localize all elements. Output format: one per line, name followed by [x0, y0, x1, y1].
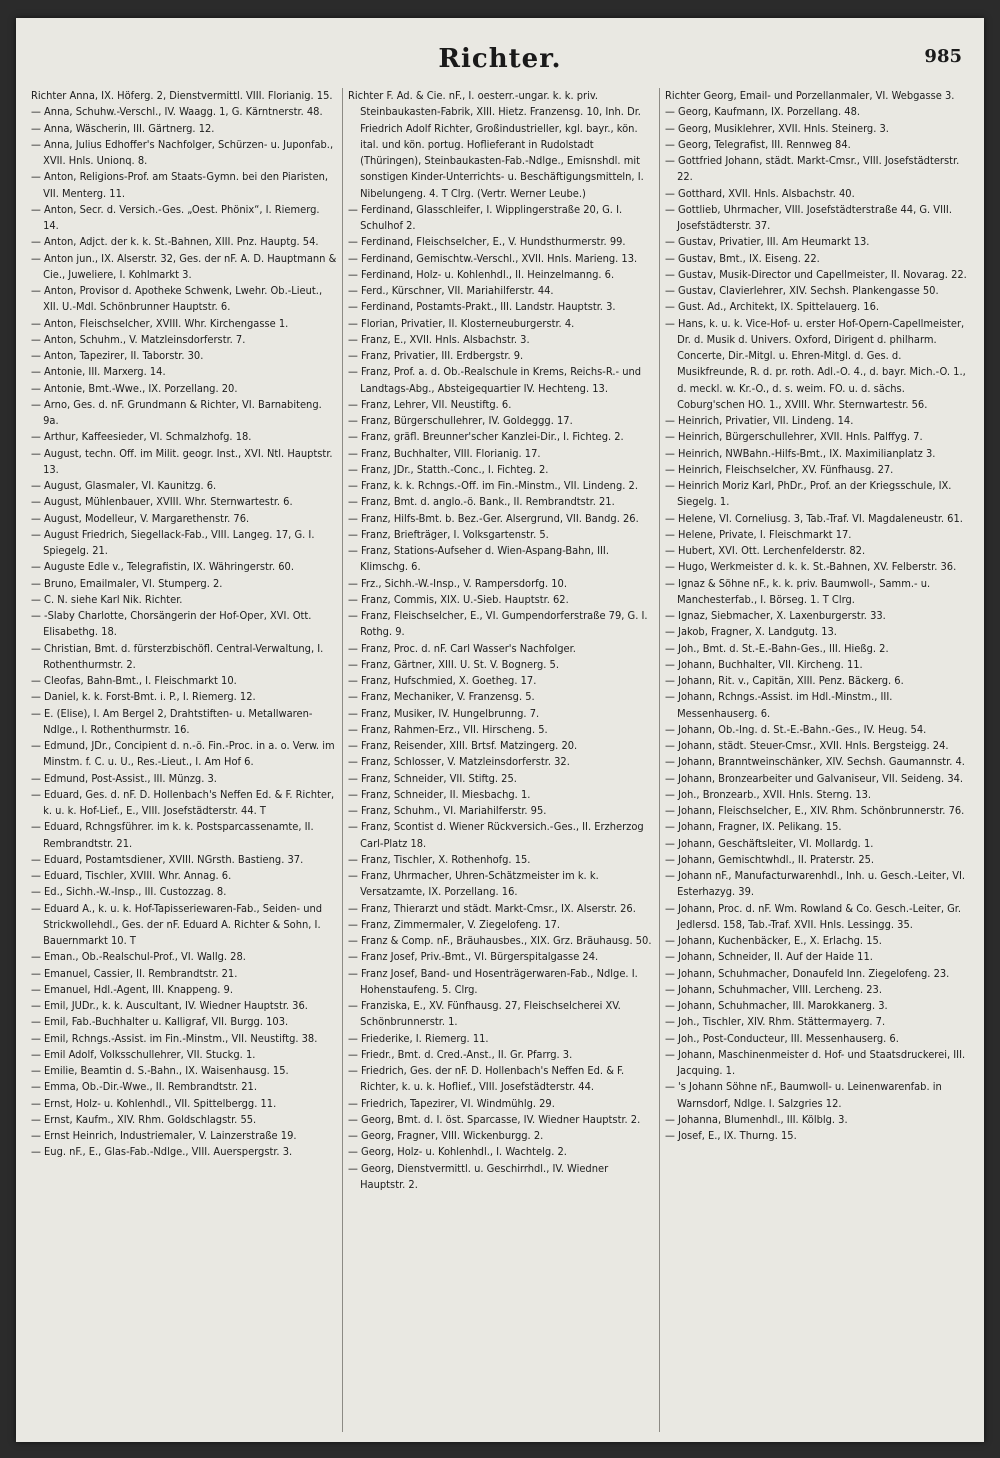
- directory-entry: — Ernst Heinrich, Industriemaler, V. Lainzerstraße 19.: [31, 1129, 297, 1142]
- directory-entry: — Johann, Rit. v., Capitän, XIII. Penz. Bäckerg. 6.: [665, 674, 904, 687]
- directory-entry: — Franz, Zimmermaler, V. Ziegelofeng. 17.: [348, 917, 561, 931]
- directory-entry: — Heinrich, Privatier, VII. Lindeng. 14.: [665, 414, 854, 427]
- directory-entry: — Eduard, Postamtsdiener, XVIII. NGrsth. Bastieng. 37.: [31, 852, 304, 866]
- directory-entry: — Ferdinand, Glasschleifer, I. Wipplingerstraße 20, G. I. Schulhof 2.: [348, 202, 623, 232]
- directory-entry: — Franz, gräfl. Breunner'scher Kanzlei-Dir., I. Fichteg. 2.: [348, 430, 624, 444]
- directory-entry: — Josef, E., IX. Thurng. 15.: [665, 1129, 797, 1142]
- directory-entry: — Friedr., Bmt. d. Cred.-Anst., II. Gr. Pfarrg. 3.: [348, 1047, 573, 1061]
- directory-entry: — Johann, Geschäftsleiter, VI. Mollardg. 1.: [665, 836, 874, 850]
- directory-entry: — Johann, Fragner, IX. Pelikang. 15.: [665, 820, 842, 834]
- directory-entry: — Gustav, Musik-Director und Capellmeister, II. Novarag. 22.: [665, 267, 967, 281]
- directory-entry: — Ed., Sichh.-W.-Insp., III. Custozzag. 8.: [31, 885, 227, 899]
- directory-entry: — August, Glasmaler, VI. Kaunitzg. 6.: [31, 479, 217, 492]
- directory-entry: — Ignaz & Söhne nF., k. k. priv. Baumwoll-, Samm.- u. Manchesterfab., I. Börseg. 1. T Clrg.: [665, 576, 931, 606]
- directory-entry: — Emil, Fab.-Buchhalter u. Kalligraf, VII. Burgg. 103.: [31, 1015, 289, 1029]
- directory-entry: — Ferdinand, Holz- u. Kohlenhdl., II. Heinzelmanng. 6.: [348, 267, 615, 281]
- directory-entry: — Johann, städt. Steuer-Cmsr., XVII. Hnls. Bergsteigg. 24.: [665, 739, 949, 752]
- column-2: [342, 88, 659, 1432]
- directory-entry: — Johann, Bronzearbeiter und Galvaniseur, VII. Seideng. 34.: [665, 771, 964, 785]
- directory-entry: — Anton, Fleischselcher, XVIII. Whr. Kirchengasse 1.: [31, 316, 289, 330]
- directory-entry: — Franz, Privatier, III. Erdbergstr. 9.: [348, 349, 524, 362]
- directory-entry: — Gustav, Privatier, III. Am Heumarkt 13.: [665, 235, 870, 249]
- directory-entry: — Eug. nF., E., Glas-Fab.-Ndlge., VIII. Auerspergstr. 3.: [31, 1145, 293, 1159]
- directory-entry: — Franz, Prof. a. d. Ob.-Realschule in Krems, Reichs-R.- und Landtags-Abg., Absteigequartier IV. Hechteng. 13.: [348, 365, 642, 395]
- directory-entry: — Joh., Tischler, XIV. Rhm. Stättermayerg. 7.: [665, 1015, 886, 1029]
- directory-entry: — Franz, Proc. d. nF. Carl Wasser's Nachfolger.: [348, 641, 576, 655]
- directory-entry: — Johann nF., Manufacturwarenhdl., Inh. u. Gesch.-Leiter, VI. Esterhazyg. 39.: [665, 869, 966, 899]
- directory-entry: — Franz, Thierarzt und städt. Markt-Cmsr., IX. Alserstr. 26.: [348, 901, 636, 915]
- directory-entry: — Emil, JUDr., k. k. Auscultant, IV. Wiedner Hauptstr. 36.: [31, 999, 308, 1012]
- directory-entry: — Arno, Ges. d. nF. Grundmann & Richter, VI. Barnabiteng. 9a.: [31, 397, 322, 427]
- directory-entry: — Franz, Schlosser, V. Matzleinsdorferstr. 32.: [348, 755, 570, 769]
- directory-entry: — Franz, Musiker, IV. Hungelbrunng. 7.: [348, 706, 540, 720]
- directory-entry: — Eduard, Tischler, XVIII. Whr. Annag. 6.: [31, 869, 232, 882]
- directory-entry: — Georg, Musiklehrer, XVII. Hnls. Steinerg. 3.: [665, 121, 889, 135]
- directory-entry: — Johann, Kuchenbäcker, E., X. Erlachg. 15.: [665, 934, 882, 947]
- directory-entry: — Gustav, Bmt., IX. Eiseng. 22.: [665, 251, 820, 265]
- directory-entry: — Heinrich, NWBahn.-Hilfs-Bmt., IX. Maximilianplatz 3.: [665, 446, 936, 460]
- directory-entry: — Emanuel, Hdl.-Agent, III. Knappeng. 9.: [31, 982, 233, 996]
- directory-entry: — Franz & Comp. nF., Bräuhausbes., XIX. Grz. Bräuhausg. 50.: [348, 934, 652, 947]
- directory-entry: — Franz, Hufschmied, X. Goetheg. 17.: [348, 674, 537, 687]
- directory-entry: — Johann, Schuhmacher, III. Marokkanerg. 3.: [665, 999, 888, 1012]
- directory-entry: — -Slaby Charlotte, Chorsängerin der Hof-Oper, XVI. Ott. Elisabethg. 18.: [31, 609, 312, 639]
- directory-entry: — Helene, Private, I. Fleischmarkt 17.: [665, 527, 852, 541]
- directory-entry: — Arthur, Kaffeesieder, VI. Schmalzhofg. 18.: [31, 430, 252, 444]
- directory-entry: — Gust. Ad., Architekt, IX. Spittelauerg. 16.: [665, 300, 880, 314]
- directory-entry: — Franz, Rahmen-Erz., VII. Hirscheng. 5.: [348, 722, 548, 736]
- directory-entry: — Georg, Fragner, VIII. Wickenburgg. 2.: [348, 1129, 544, 1142]
- directory-entry: — Gotthard, XVII. Hnls. Alsbachstr. 40.: [665, 186, 855, 200]
- directory-entry: Richter Georg, Email- und Porzellanmaler, VI. Webgasse 3.: [665, 89, 955, 102]
- directory-entry: — Johann, Fleischselcher, E., XIV. Rhm. Schönbrunnerstr. 76.: [665, 804, 965, 817]
- directory-entry: — Franz, Tischler, X. Rothenhofg. 15.: [348, 852, 531, 866]
- directory-entry: — Anton jun., IX. Alserstr. 32, Ges. der nF. A. D. Hauptmann & Cie., Juweliere, I. Kohlmarkt 3.: [31, 251, 337, 281]
- directory-entry: — Anton, Secr. d. Versich.-Ges. „Oest. Phönix“, I. Riemerg. 14.: [31, 202, 320, 232]
- directory-entry: — Hans, k. u. k. Vice-Hof- u. erster Hof-Opern-Capellmeister, Dr. d. Musik d. Univers. Oxford, Dirigent d. philharm. Concerte, Dir.-Mitgl. u. Ehren-Mitgl. d. Ges. d. Musikfreunde, R. d. pr. roth. Adl.-O. 4., d. bayr. Mich.-O. 1., d. meckl. w. Kr.-O., d. s. weim. FO. u. d. sächs. Coburg'schen HO. 1., XVIII. Whr. Sternwartestr. 56.: [665, 316, 966, 411]
- directory-entry: — Johann, Gemischtwhdl., II. Praterstr. 25.: [665, 852, 875, 866]
- directory-entry: — Frz., Sichh.-W.-Insp., V. Rampersdorfg. 10.: [348, 576, 567, 590]
- directory-entry: — Gottlieb, Uhrmacher, VIII. Josefstädterstraße 44, G. VIII. Josefstädterstr. 37.: [665, 202, 952, 232]
- directory-entry: — Ernst, Kaufm., XIV. Rhm. Goldschlagstr. 55.: [31, 1112, 257, 1126]
- directory-page: [16, 18, 984, 1442]
- directory-entry: — Auguste Edle v., Telegrafistin, IX. Währingerstr. 60.: [31, 560, 294, 574]
- directory-entry: — Johann, Schuhmacher, Donaufeld Inn. Ziegelofeng. 23.: [665, 966, 950, 980]
- directory-entry: — Emil, Rchngs.-Assist. im Fin.-Minstm., VII. Neustiftg. 38.: [31, 1031, 318, 1045]
- directory-entry: — Hubert, XVI. Ott. Lerchenfelderstr. 82.: [665, 544, 866, 557]
- directory-entry: — Anna, Wäscherin, III. Gärtnerg. 12.: [31, 121, 215, 135]
- directory-entry: — Edmund, JDr., Concipient d. n.-ö. Fin.-Proc. in a. o. Verw. im Minstm. f. C. u. U., Res.-Lieut., I. Am Hof 6.: [31, 739, 335, 769]
- directory-entry: — Antonie, III. Marxerg. 14.: [31, 365, 166, 379]
- directory-entry: — Daniel, k. k. Forst-Bmt. i. P., I. Riemerg. 12.: [31, 690, 256, 704]
- directory-entry: — Franz, Fleischselcher, E., VI. Gumpendorferstraße 79, G. I. Rothg. 9.: [348, 609, 648, 639]
- directory-entry: — Florian, Privatier, II. Klosterneuburgerstr. 4.: [348, 316, 575, 330]
- directory-entry: — Anna, Schuhw.-Verschl., IV. Waagg. 1, G. Kärntnerstr. 48.: [31, 105, 323, 119]
- directory-entry: — Joh., Bmt. d. St.-E.-Bahn-Ges., III. Hießg. 2.: [665, 641, 889, 655]
- directory-entry: — Christian, Bmt. d. fürsterzbischöfl. Central-Verwaltung, I. Rothenthurmstr. 2.: [31, 641, 324, 671]
- directory-entry: — August, Mühlenbauer, XVIII. Whr. Sternwartestr. 6.: [31, 495, 293, 509]
- directory-entry: — Gustav, Clavierlehrer, XIV. Sechsh. Plankengasse 50.: [665, 284, 939, 297]
- directory-entry: — E. (Elise), I. Am Bergel 2, Drahtstiften- u. Metallwaren-Ndlge., I. Rothenthurmstr. 16.: [31, 706, 313, 736]
- directory-entry: — Ferdinand, Postamts-Prakt., III. Landstr. Hauptstr. 3.: [348, 300, 616, 314]
- directory-entry: — Jakob, Fragner, X. Landgutg. 13.: [665, 625, 837, 639]
- page-heading: Richter.: [438, 44, 562, 74]
- directory-entry: — Ernst, Holz- u. Kohlenhdl., VII. Spittelbergg. 11.: [31, 1096, 277, 1110]
- directory-entry: Richter Anna, IX. Höferg. 2, Dienstvermittl. VIII. Florianig. 15.: [31, 89, 333, 102]
- directory-entry: — Eduard, Rchngsführer. im k. k. Postsparcassenamte, II. Rembrandtstr. 21.: [31, 820, 314, 850]
- directory-entry: — Franz Josef, Priv.-Bmt., VI. Bürgerspitalgasse 24.: [348, 950, 599, 964]
- directory-entry: — Anton, Religions-Prof. am Staats-Gymn. bei den Piaristen, VII. Menterg. 11.: [31, 170, 329, 200]
- directory-entry: — Johann, Branntweinschänker, XIV. Sechsh. Gaumannstr. 4.: [665, 755, 965, 769]
- directory-entry: — Johann, Maschinenmeister d. Hof- und Staatsdruckerei, III. Jacquing. 1.: [665, 1047, 966, 1077]
- directory-entry: — Franz, Schneider, VII. Stiftg. 25.: [348, 771, 517, 785]
- directory-entry: — August, techn. Off. im Milit. geogr. Inst., XVI. Ntl. Hauptstr. 13.: [31, 446, 333, 476]
- directory-entry: — Johann, Buchhalter, VII. Kircheng. 11.: [665, 657, 863, 671]
- directory-entry: — Franz, Hilfs-Bmt. b. Bez.-Ger. Alsergrund, VII. Bandg. 26.: [348, 511, 639, 525]
- directory-entry: — Franz, Lehrer, VII. Neustiftg. 6.: [348, 397, 512, 411]
- directory-entry: — Anton, Schuhm., V. Matzleinsdorferstr. 7.: [31, 332, 246, 346]
- directory-entry: — Eduard, Ges. d. nF. D. Hollenbach's Neffen Ed. & F. Richter, k. u. k. Hof-Lief., E., VIII. Josefstädterstr. 44. T: [31, 787, 335, 817]
- directory-entry: — Anton, Provisor d. Apotheke Schwenk, Lwehr. Ob.-Lieut., XII. U.-Mdl. Schönbrunner Hauptstr. 6.: [31, 284, 323, 314]
- directory-entry: — Georg, Kaufmann, IX. Porzellang. 48.: [665, 105, 861, 119]
- directory-entry: — Heinrich Moriz Karl, PhDr., Prof. an der Kriegsschule, IX. Siegelg. 1.: [665, 479, 952, 509]
- directory-entry: — Cleofas, Bahn-Bmt., I. Fleischmarkt 10.: [31, 674, 237, 687]
- directory-entry: — Johann, Rchngs.-Assist. im Hdl.-Minstm., III. Messenhauserg. 6.: [665, 690, 893, 720]
- directory-entry: — Georg, Bmt. d. I. öst. Sparcasse, IV. Wiedner Hauptstr. 2.: [348, 1112, 641, 1126]
- directory-entry: — Ignaz, Siebmacher, X. Laxenburgerstr. 33.: [665, 609, 886, 622]
- directory-entry: Richter F. Ad. & Cie. nF., I. oesterr.-ungar. k. k. priv. Steinbaukasten-Fabrik, XIII. Hietz. Franzensg. 10, Inh. Dr. Friedrich Adolf Richter, Großindustrieller, kgl. bayr., kön. ital. und kön. portug. Hoflieferant in Rudolstadt (Thüringen), Steinbaukasten-Fab.-Ndlge., Emisnshdl. mit sonstigen Kinder-Unterrichts- u. Beschäftigungsmitteln, I. Nibelungeng. 4. T Clrg. (Vertr. Werner Leube.): [348, 89, 644, 200]
- directory-entry: — Emil Adolf, Volksschullehrer, VII. Stuckg. 1.: [31, 1047, 256, 1061]
- directory-entry: — Eman., Ob.-Realschul-Prof., VI. Wallg. 28.: [31, 950, 246, 964]
- directory-entry: — Helene, VI. Corneliusg. 3, Tab.-Traf. VI. Magdaleneustr. 61.: [665, 511, 963, 525]
- directory-entry: — Anton, Tapezirer, II. Taborstr. 30.: [31, 349, 204, 362]
- directory-entry: — Joh., Bronzearb., XVII. Hnls. Sterng. 13.: [665, 787, 872, 801]
- directory-entry: — Franz, Commis, XIX. U.-Sieb. Hauptstr. 62.: [348, 592, 569, 606]
- directory-entry: — Emanuel, Cassier, II. Rembrandtstr. 21.: [31, 966, 238, 980]
- directory-entry: — Franz, Bmt. d. anglo.-ö. Bank., II. Rembrandtstr. 21.: [348, 495, 615, 509]
- directory-entry: — Franz, Schneider, II. Miesbachg. 1.: [348, 787, 531, 801]
- directory-entry: — Franz, Mechaniker, V. Franzensg. 5.: [348, 690, 535, 704]
- directory-entry: — Franz, Gärtner, XIII. U. St. V. Bognerg. 5.: [348, 657, 559, 671]
- directory-entry: — Ferdinand, Fleischselcher, E., V. Hundsthurmerstr. 99.: [348, 235, 626, 249]
- directory-entry: — Johann, Schuhmacher, VIII. Lercheng. 23.: [665, 982, 882, 996]
- directory-entry: — Friedrich, Tapezirer, VI. Windmühlg. 29.: [348, 1096, 555, 1110]
- directory-entry: — Georg, Telegrafist, III. Rennweg 84.: [665, 137, 851, 151]
- directory-entry: — Franz, E., XVII. Hnls. Alsbachstr. 3.: [348, 332, 530, 346]
- directory-entry: — Heinrich, Bürgerschullehrer, XVII. Hnls. Palffyg. 7.: [665, 430, 923, 444]
- directory-entry: — Franziska, E., XV. Fünfhausg. 27, Fleischselcherei XV. Schönbrunnerstr. 1.: [348, 999, 621, 1029]
- directory-entry: — Ferdinand, Gemischtw.-Verschl., XVII. Hnls. Marieng. 13.: [348, 251, 638, 265]
- directory-entry: — August Friedrich, Siegellack-Fab., VIII. Langeg. 17, G. I. Spiegelg. 21.: [31, 527, 315, 557]
- directory-entry: — Johann, Proc. d. nF. Wm. Rowland & Co. Gesch.-Leiter, Gr. Jedlersd. 158, Tab.-Traf. XVII. Hnls. Lessingg. 35.: [665, 901, 961, 931]
- directory-entry: — Ferd., Kürschner, VII. Mariahilferstr. 44.: [348, 284, 554, 297]
- columns: [26, 88, 976, 1432]
- directory-entry: — Emma, Ob.-Dir.-Wwe., II. Rembrandtstr. 21.: [31, 1080, 257, 1094]
- column-3: [659, 88, 976, 1432]
- directory-entry: — Anton, Adjct. der k. k. St.-Bahnen, XIII. Pnz. Hauptg. 54.: [31, 235, 319, 249]
- directory-entry: — Franz, Uhrmacher, Uhren-Schätzmeister im k. k. Versatzamte, IX. Porzellang. 16.: [348, 869, 599, 899]
- directory-entry: — Gottfried Johann, städt. Markt-Cmsr., VIII. Josefstädterstr. 22.: [665, 154, 960, 184]
- directory-entry: — Franz, Bürgerschullehrer, IV. Goldeggg. 17.: [348, 414, 573, 427]
- directory-entry: — Georg, Holz- u. Kohlenhdl., I. Wachtelg. 2.: [348, 1145, 567, 1159]
- directory-entry: — Franz, k. k. Rchngs.-Off. im Fin.-Minstm., VII. Lindeng. 2.: [348, 479, 638, 492]
- directory-entry: — Emilie, Beamtin d. S.-Bahn., IX. Waisenhausg. 15.: [31, 1064, 289, 1077]
- directory-entry: — Anna, Julius Edhoffer's Nachfolger, Schürzen- u. Juponfab., XVII. Hnls. Unionq. 8.: [31, 137, 334, 167]
- directory-entry: — Antonie, Bmt.-Wwe., IX. Porzellang. 20.: [31, 381, 238, 395]
- directory-entry: — Johanna, Blumenhdl., III. Kölblg. 3.: [665, 1112, 848, 1126]
- page-number: 985: [924, 46, 962, 67]
- directory-entry: — 's Johann Söhne nF., Baumwoll- u. Leinenwarenfab. in Warnsdorf, Ndlge. I. Salzgries 12.: [665, 1080, 942, 1110]
- directory-entry: — Heinrich, Fleischselcher, XV. Fünfhausg. 27.: [665, 462, 894, 476]
- directory-entry: — Bruno, Emailmaler, VI. Stumperg. 2.: [31, 576, 223, 590]
- directory-entry: — Georg, Dienstvermittl. u. Geschirrhdl., IV. Wiedner Hauptstr. 2.: [348, 1161, 609, 1191]
- directory-entry: — Joh., Post-Conducteur, III. Messenhauserg. 6.: [665, 1031, 899, 1045]
- directory-entry: — Franz, Buchhalter, VIII. Florianig. 17.: [348, 446, 541, 460]
- directory-entry: — Franz Josef, Band- und Hosenträgerwaren-Fab., Ndlge. I. Hohenstaufeng. 5. Clrg.: [348, 966, 638, 996]
- directory-entry: — August, Modelleur, V. Margarethenstr. 76.: [31, 511, 250, 525]
- directory-entry: — Friederike, I. Riemerg. 11.: [348, 1031, 489, 1045]
- directory-entry: — Franz, Schuhm., VI. Mariahilferstr. 95.: [348, 804, 547, 817]
- directory-entry: — Johann, Ob.-Ing. d. St.-E.-Bahn.-Ges., IV. Heug. 54.: [665, 722, 927, 736]
- column-1: [26, 88, 342, 1432]
- directory-entry: — Franz, Scontist d. Wiener Rückversich.-Ges., II. Erzherzog Carl-Platz 18.: [348, 820, 644, 850]
- directory-entry: — Hugo, Werkmeister d. k. k. St.-Bahnen, XV. Felberstr. 36.: [665, 560, 957, 574]
- directory-entry: — Eduard A., k. u. k. Hof-Tapisseriewaren-Fab., Seiden- und Strickwollehdl., Ges. der nF. Eduard A. Richter & Sohn, I. Bauernmarkt 10. T: [31, 901, 323, 947]
- directory-entry: — Franz, Reisender, XIII. Brtsf. Matzingerg. 20.: [348, 739, 578, 752]
- directory-entry: — Franz, JDr., Statth.-Conc., I. Fichteg. 2.: [348, 462, 549, 476]
- directory-entry: — Friedrich, Ges. der nF. D. Hollenbach's Neffen Ed. & F. Richter, k. u. k. Hoflief., VIII. Josefstädterstr. 44.: [348, 1064, 625, 1094]
- directory-entry: — C. N. siehe Karl Nik. Richter.: [31, 592, 183, 606]
- directory-entry: — Johann, Schneider, II. Auf der Haide 11.: [665, 950, 873, 964]
- directory-entry: — Franz, Stations-Aufseher d. Wien-Aspang-Bahn, III. Klimschg. 6.: [348, 544, 609, 574]
- directory-entry: — Edmund, Post-Assist., III. Münzg. 3.: [31, 771, 217, 785]
- directory-entry: — Franz, Briefträger, I. Volksgartenstr. 5.: [348, 527, 549, 541]
